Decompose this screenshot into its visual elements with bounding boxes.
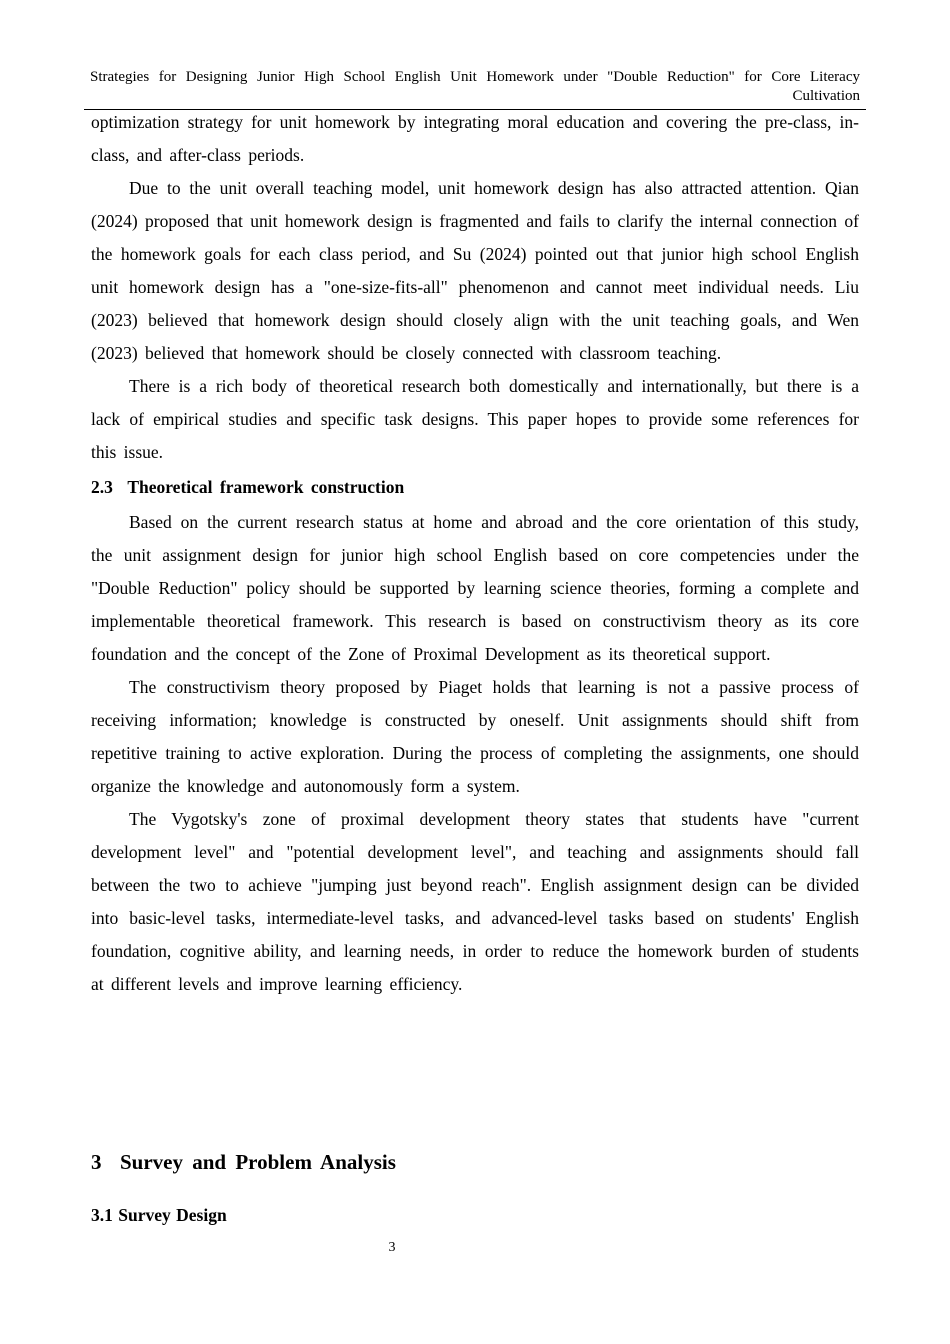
paragraph-unit-homework: Due to the unit overall teaching model, unit homework design has also attracted attention. Qian (2024) proposed that unit homework design is fragmented and fails to clarify the internal connection of the homework goals for each class period, and Su (2024) pointed out that junior high school English unit homework design has a "one-size-fits-all" phenomenon and cannot meet individual needs. Liu (2023) believed that homework design should closely align with the unit teaching goals, and Wen (2023) believed that homework should be closely connected with classroom teaching. (91, 178, 859, 363)
paragraph-constructivism: The constructivism theory proposed by Piaget holds that learning is not a passive process of receiving information; knowledge is constructed by oneself. Unit assignments should shift from repetitive training to active exploration. During the process of completing the assignments, one should organize the knowledge and autonomously form a system. (91, 677, 859, 796)
subsection-heading-3-1 (91, 1199, 227, 1232)
paragraph-continuation: optimization strategy for unit homework by integrating moral education and covering the pre-class, in-class, and after-class periods. (91, 112, 859, 165)
section-title: Survey and Problem Analysis (120, 1150, 396, 1174)
subsection-number: 3.1 (91, 1205, 113, 1225)
section-number: 3 (91, 1150, 102, 1174)
paragraph-research-gap: There is a rich body of theoretical research both domestically and internationally, but there is a lack of empirical studies and specific task designs. This paper hopes to provide some references for this issue. (91, 376, 859, 462)
running-header: Strategies for Designing Junior High School English Unit Homework under "Double Reduction" for Core Literacy Cultivation (90, 69, 860, 104)
body-text (91, 106, 859, 1001)
subsection-number: 2.3 (91, 477, 113, 497)
paragraph-zpd: The Vygotsky's zone of proximal development theory states that students have "current development level" and "potential development level", and teaching and assignments should fall between the two to achieve "jumping just beyond reach". English assignment design can be divided into basic-level tasks, intermediate-level tasks, and advanced-level tasks based on students' English foundation, cognitive ability, and learning needs, in order to reduce the homework burden of students at different levels and improve learning efficiency. (91, 809, 859, 994)
section-heading-3 (91, 1146, 396, 1178)
subsection-title: Survey Design (118, 1205, 227, 1225)
paragraph-framework: Based on the current research status at home and abroad and the core orientation of this study, the unit assignment design for junior high school English based on core competencies under the "Double Reduction" policy should be supported by learning science theories, forming a complete and implementable theoretical framework. This research is based on constructivism theory as its core foundation and the concept of the Zone of Proximal Development as its theoretical support. (91, 512, 859, 664)
subsection-title: Theoretical framework construction (127, 477, 405, 497)
subsection-heading-2-3 (91, 471, 859, 504)
page-number: 3 (388, 1240, 396, 1255)
